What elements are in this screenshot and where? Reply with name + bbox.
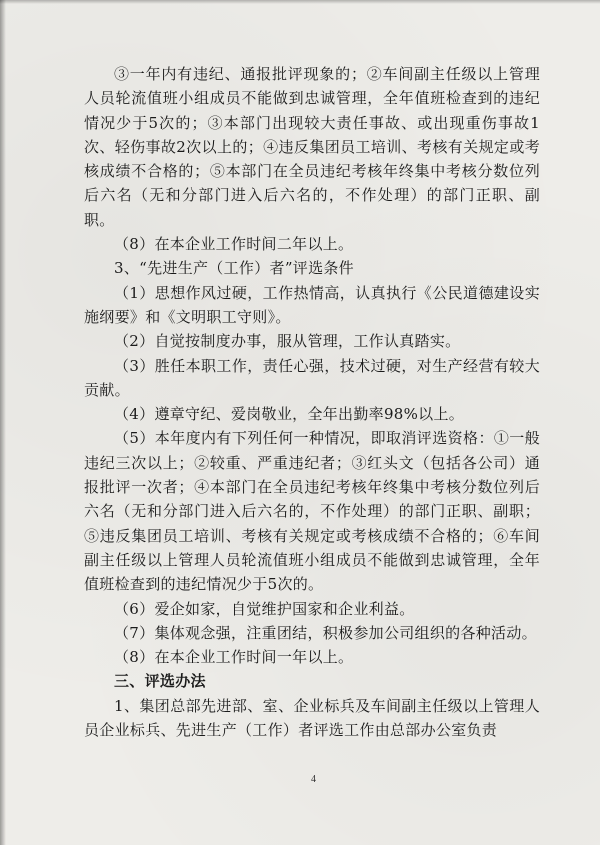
paragraph: （5）本年度内有下列任何一种情况，即取消评选资格：①一般违纪三次以上；②较重、严重违纪者；③红头文（包括各公司）通报批评一次者；④本部门在全员违纪考核年终集中考核分数位列后六名（无和分部门进入后六名的，不作处理）的部门正职、副职；⑤违反集团员工培训、考核有关规定或考核成绩不合格的；⑥车间副主任级以上管理人员轮流值班小组成员不能做到忠诚管理，全年值班检查到的违纪情况少于5次的。 — [84, 429, 540, 594]
paragraph: （7）集体观念强，注重团结，积极参加公司组织的各种活动。 — [114, 623, 537, 642]
paragraph: 1、集团总部先进部、室、企业标兵及车间副主任级以上管理人员企业标兵、先进生产（工作）者评选工作由总部办公室负责 — [84, 696, 540, 740]
scan-edge-shadow-top — [0, 0, 600, 4]
section-subheading: 3、“先进生产（工作）者”评选条件 — [114, 259, 354, 278]
scan-edge-shadow-left — [0, 0, 6, 845]
document-body — [84, 62, 540, 742]
paragraph: （2）自觉按制度办事，服从管理，工作认真踏实。 — [114, 332, 461, 351]
paragraph: （1）思想作风过硬，工作热情高，认真执行《公民道德建设实施纲要》和《文明职工守则》。 — [84, 283, 540, 326]
paragraph: （8）在本企业工作时间二年以上。 — [114, 235, 354, 254]
section-heading: 三、评选办法 — [114, 672, 206, 691]
paragraph: （8）在本企业工作时间一年以上。 — [114, 648, 354, 667]
paragraph: ③一年内有违纪、通报批评现象的；②车间副主任级以上管理人员轮流值班小组成员不能做到忠诚管理，全年值班检查到的违纪情况少于5次的；③本部门出现较大责任事故、或出现重伤事故1次、轻伤事故2次以上的；④违反集团员工培训、考核有关规定或考核成绩不合格的；⑤本部门在全员违纪考核年终集中考核分数位列后六名（无和分部门进入后六名的，不作处理）的部门正职、副职。 — [84, 65, 540, 229]
paragraph: （3）胜任本职工作，责任心强，技术过硬，对生产经营有较大贡献。 — [84, 356, 540, 399]
paragraph: （6）爱企如家，自觉维护国家和企业利益。 — [114, 599, 415, 618]
paragraph: （4）遵章守纪、爱岗敬业，全年出勤率98%以上。 — [114, 405, 465, 424]
page-number: 4 — [311, 774, 316, 785]
